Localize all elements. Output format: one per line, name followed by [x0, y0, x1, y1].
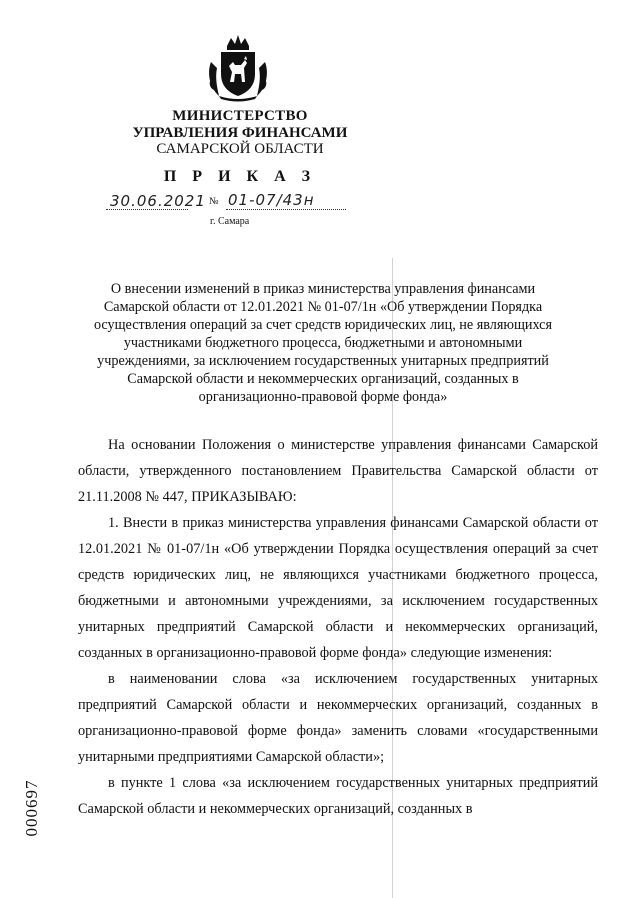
registry-stamp-number: 000697 — [22, 779, 41, 837]
coat-of-arms-icon — [205, 32, 271, 102]
scan-fold-line — [392, 258, 393, 898]
order-body — [78, 432, 598, 822]
paragraph-change-point-1: в пункте 1 слова «за исключением государственных унитарных предприятий Самарской области и некоммерческих организаций, созданных в — [78, 775, 598, 817]
order-date: 30.06.2021 — [110, 192, 206, 210]
registry-stamp — [20, 768, 44, 848]
number-label: № — [209, 196, 219, 207]
paragraph-item-1: 1. Внести в приказ министерства управления финансами Самарской области от 12.01.2021 № 01-07/1н «Об утверждении Порядка осуществления операций за счет средств юридических лиц, не являющихся участниками бюджетного процесса, бюджетными и автономными учреждениями, за исключением государственных унитарных предприятий Самарской области и некоммерческих организаций, созданных в организационно-правовой форме фонда» следующие изменения: — [78, 515, 598, 661]
ministry-name-line1: МИНИСТЕРСТВО — [172, 108, 308, 124]
order-city: г. Самара — [210, 216, 250, 227]
date-underline — [106, 209, 188, 210]
order-title: П Р И К А З — [163, 168, 317, 185]
number-underline — [226, 209, 346, 210]
paragraph-basis: На основании Положения о министерстве управления финансами Самарской области, утвержденного постановлением Правительства Самарской области от 21.11.2008 № 447, ПРИКАЗЫВАЮ: — [78, 437, 598, 505]
ministry-name-line2: УПРАВЛЕНИЯ ФИНАНСАМИ — [132, 125, 348, 141]
order-subject: О внесении изменений в приказ министерства управления финансами Самарской области от 12.01.2021 № 01-07/1н «Об утверждении Порядка осуществления операций за счет средств юридических лиц, не являющихся участниками бюджетного процесса, бюджетными и автономными учреждениями, за исключением государственных унитарных предприятий Самарской области и некоммерческих организаций, созданных в организационно-правовой форме фонда» — [93, 281, 553, 405]
paragraph-change-title: в наименовании слова «за исключением государственных унитарных предприятий Самарской области и некоммерческих организаций, созданных в организационно-правовой форме фонда» заменить словами «государственными унитарными предприятиями Самарской области»; — [78, 671, 598, 765]
ministry-region: САМАРСКОЙ ОБЛАСТИ — [156, 141, 324, 157]
order-number: 01-07/43н — [228, 191, 315, 209]
